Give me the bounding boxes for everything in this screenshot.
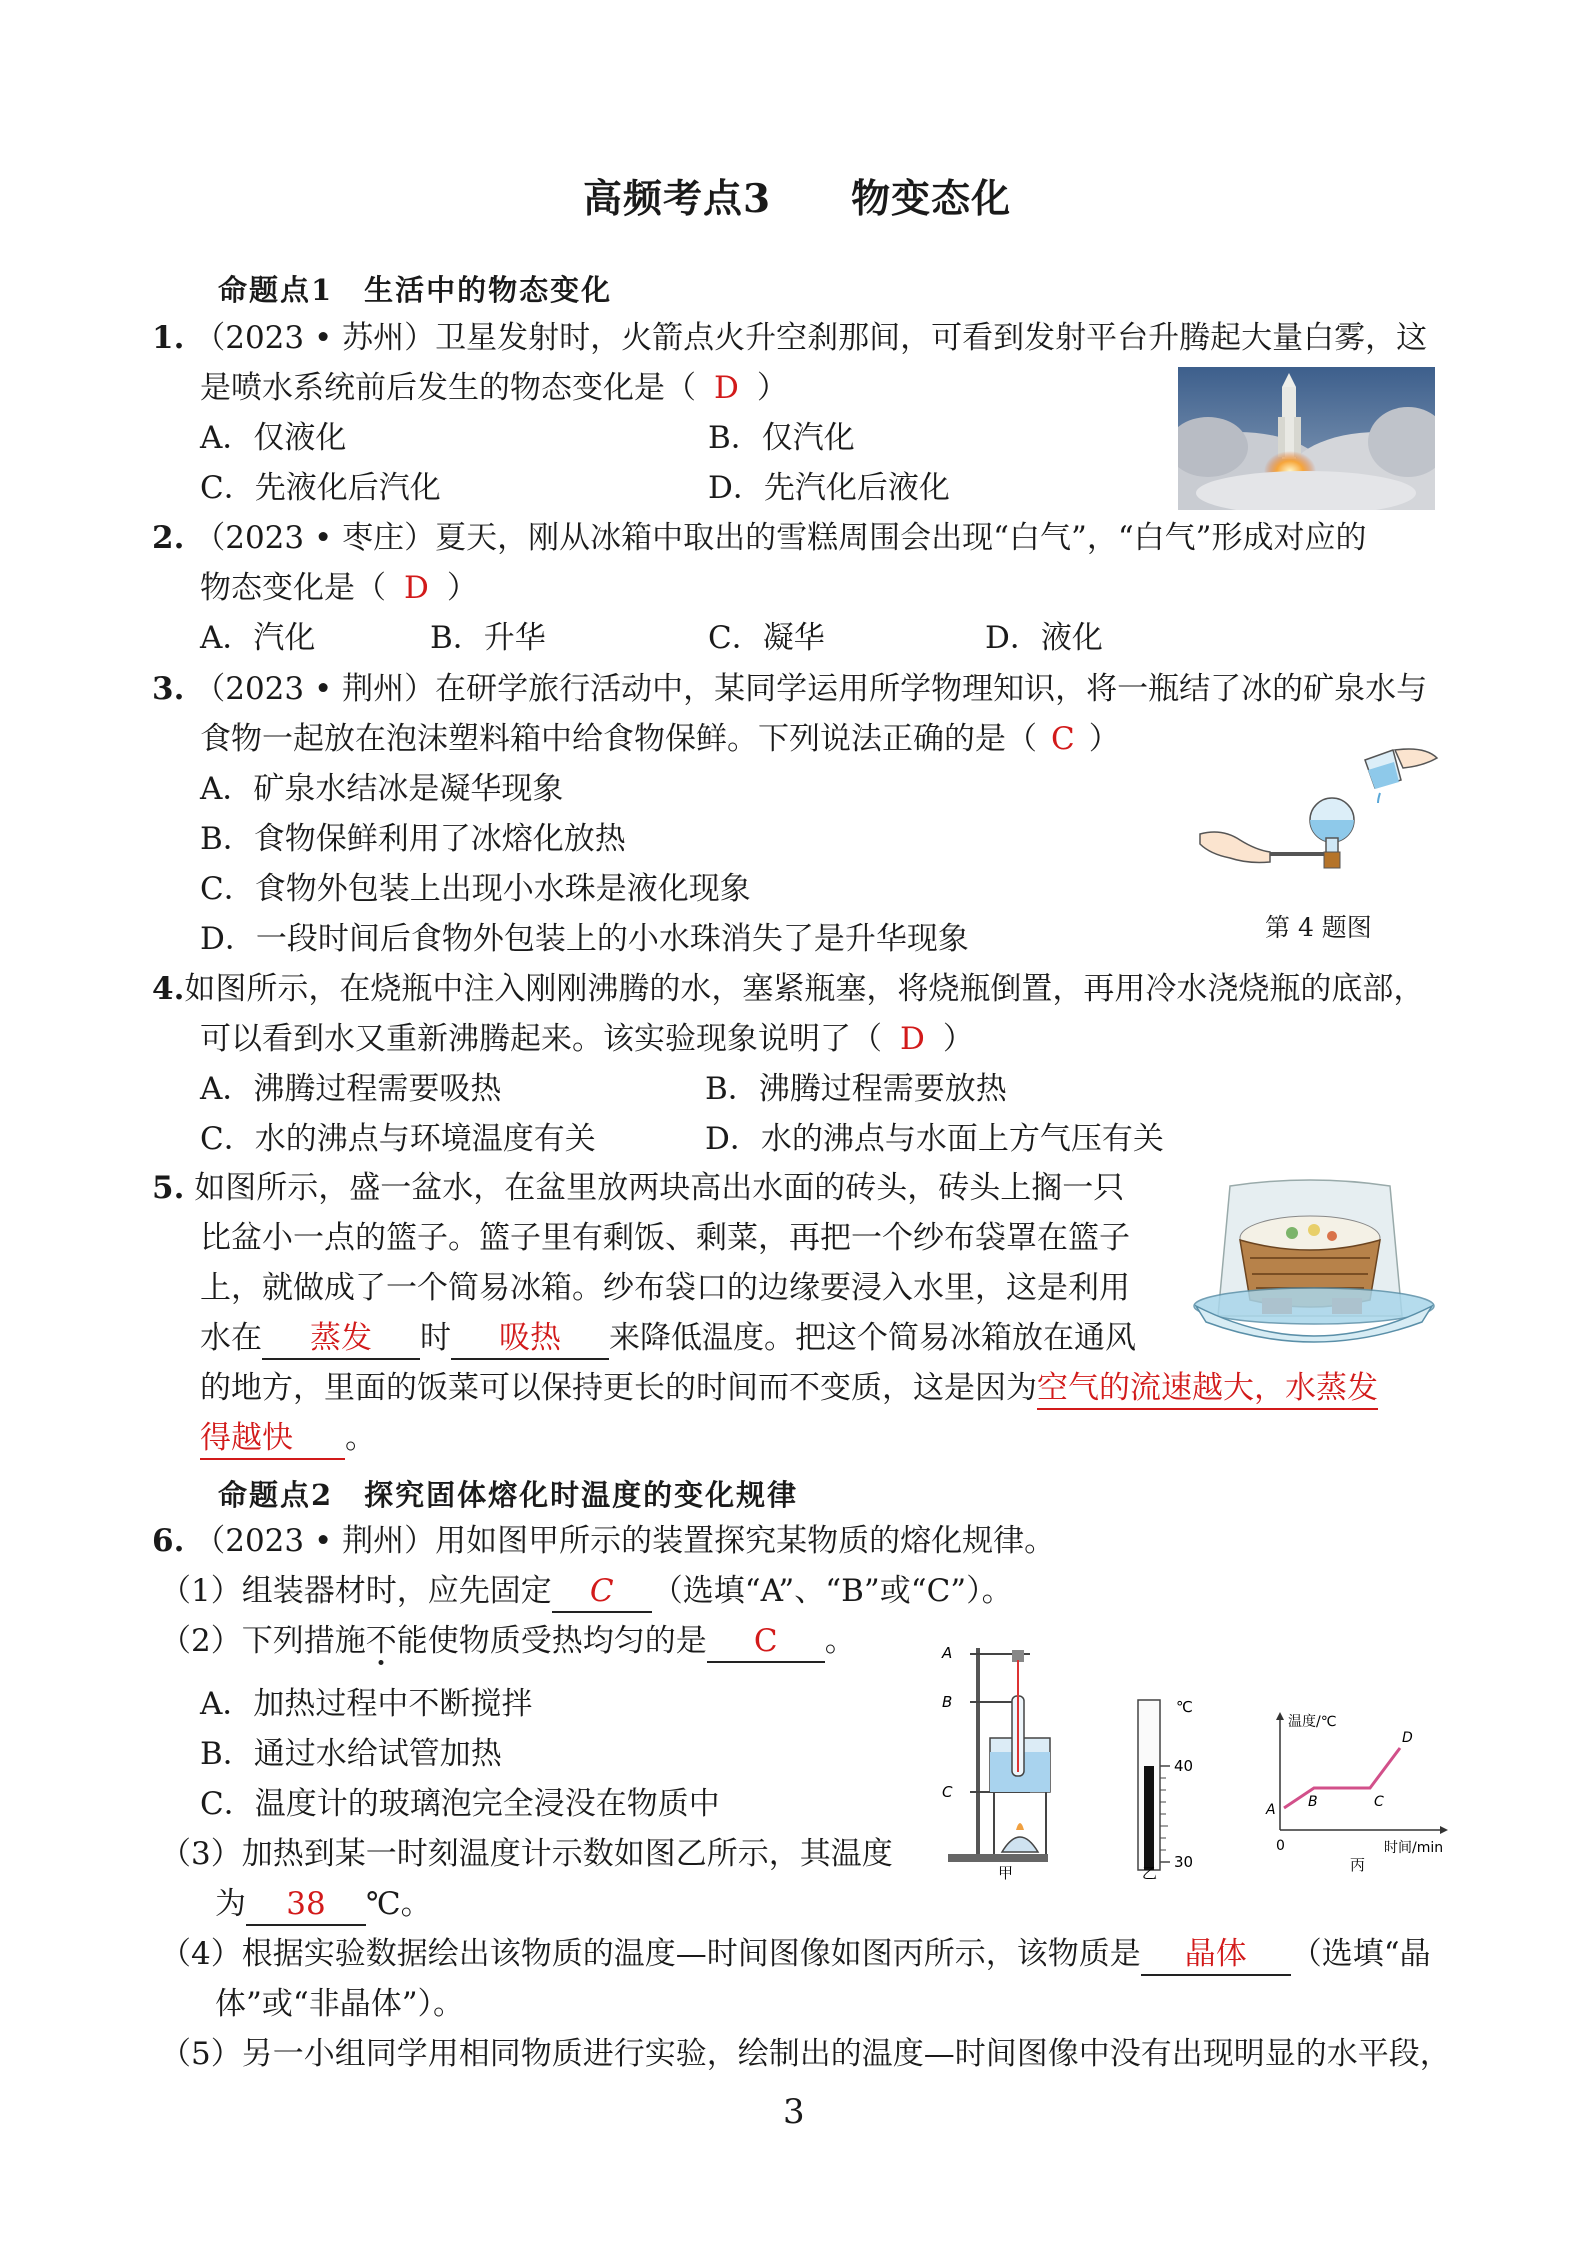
answer: D: [714, 370, 739, 406]
question-number: 6.: [152, 1523, 185, 1559]
question-text: （2023 • 荆州）用如图甲所示的装置探究某物质的熔化规律。: [194, 1523, 1056, 1559]
question-2-line-1: [152, 518, 1367, 558]
question-number: 3.: [152, 671, 185, 707]
option-b: B．仅汽化: [708, 420, 855, 456]
point-a: A: [1266, 1802, 1276, 1818]
page-title: 高频考点3 物变态化: [583, 176, 1012, 222]
question-text: （4）根据实验数据绘出该物质的温度—时间图像如图丙所示，该物质是: [160, 1936, 1141, 1972]
question-6-part-3-answer: [215, 1884, 432, 1926]
question-text: 是喷水系统前后发生的物态变化是（: [200, 370, 696, 406]
simple-fridge-illustration: [1192, 1178, 1437, 1353]
figure-label-yi: 乙: [1142, 1864, 1158, 1880]
experiment-figures: [930, 1640, 1450, 1880]
page-number: 3: [783, 2092, 805, 2132]
question-text: 时: [420, 1320, 451, 1356]
point-b: B: [1308, 1794, 1318, 1810]
option-b: B．升华: [430, 620, 546, 656]
question-text: 。: [345, 1420, 376, 1456]
section-heading: 命题点1 生活中的物态变化: [218, 273, 613, 307]
figure-label-bing: 丙: [1350, 1856, 1366, 1874]
question-5-line-5: [200, 1368, 1378, 1410]
label-c: C: [942, 1783, 953, 1801]
answer-blank: 38: [246, 1884, 366, 1926]
question-text: 水在: [200, 1320, 262, 1356]
section-heading: 命题点2 探究固体熔化时温度的变化规律: [218, 1478, 799, 1512]
question-6-line-1: [152, 1521, 1055, 1561]
answer-blank: 晶体: [1141, 1934, 1291, 1976]
question-number: 4.: [152, 971, 185, 1007]
question-number: 1.: [152, 320, 185, 356]
option-b: B．通过水给试管加热: [200, 1736, 502, 1772]
option-a: A．沸腾过程需要吸热: [200, 1071, 502, 1107]
answer-blank: C: [552, 1571, 652, 1613]
question-text: 如图所示，盛一盆水，在盆里放两块高出水面的砖头，砖头上搁一只: [194, 1170, 1125, 1206]
question-1-line-1: [152, 318, 1427, 358]
question-5-line-6: [200, 1418, 376, 1460]
option-c: C．温度计的玻璃泡完全浸没在物质中: [200, 1786, 720, 1822]
question-text: ）: [1088, 721, 1120, 757]
question-number: 2.: [152, 520, 185, 556]
question-1-line-2: [200, 368, 788, 408]
option-d: D．一段时间后食物外包装上的小水珠消失了是升华现象: [200, 921, 969, 957]
y-axis-label: 温度/℃: [1288, 1714, 1337, 1730]
option-b: B．食物保鲜利用了冰熔化放热: [200, 821, 626, 857]
question-2-line-2: [200, 568, 478, 608]
answer-blank: 得越快: [200, 1418, 345, 1460]
question-text: 可以看到水又重新沸腾起来。该实验现象说明了（: [200, 1021, 882, 1057]
option-c: C．水的沸点与环境温度有关: [200, 1121, 596, 1157]
question-6-part-2: [160, 1621, 856, 1663]
question-text: 的地方，里面的饭菜可以保持更长的时间而不变质，这是因为: [200, 1370, 1037, 1406]
x-axis-label: 时间/min: [1384, 1840, 1444, 1856]
question-text: （2023 • 荆州）在研学旅行活动中，某同学运用所学物理知识，将一瓶结了冰的矿泉水与: [194, 671, 1428, 707]
question-text: 为: [215, 1886, 246, 1922]
option-a: A．加热过程中不断搅拌: [200, 1686, 533, 1722]
question-text: 如图所示，在烧瓶中注入刚刚沸腾的水，塞紧瓶塞，将烧瓶倒置，再用冷水浇烧瓶的底部，: [184, 971, 1425, 1007]
label-b: B: [942, 1693, 953, 1711]
emphasis-text: 不: [365, 1623, 397, 1659]
question-text: （1）组装器材时，应先固定: [160, 1573, 552, 1609]
question-text: ℃。: [366, 1886, 432, 1922]
question-5-line-4: [200, 1318, 1136, 1360]
question-number: 5.: [152, 1170, 185, 1206]
figure-caption: 第 4 题图: [1265, 913, 1372, 942]
question-text: （选填“A”、“B”或“C”）。: [651, 1573, 1013, 1609]
option-d: D．先汽化后液化: [708, 470, 950, 506]
answer-blank: 空气的流速越大，水蒸发: [1037, 1368, 1378, 1410]
unit-label: ℃: [1176, 1698, 1193, 1716]
thermometer-figure: [1138, 1698, 1193, 1880]
option-d: D．水的沸点与水面上方气压有关: [705, 1121, 1164, 1157]
apparatus-figure: [941, 1644, 1050, 1880]
figure-label-jia: 甲: [998, 1864, 1014, 1880]
option-a: A．汽化: [200, 620, 316, 656]
question-text: ）: [446, 570, 478, 606]
answer: C: [1051, 721, 1075, 757]
question-text: （2）下列措施: [160, 1623, 366, 1659]
option-c: C．先液化后汽化: [200, 470, 441, 506]
answer-blank: 吸热: [451, 1318, 609, 1360]
option-a: A．矿泉水结冰是凝华现象: [200, 771, 564, 807]
question-text: （选填“晶: [1290, 1936, 1431, 1972]
question-6-part-4: [160, 1934, 1431, 1976]
question-text: 食物一起放在泡沫塑料箱中给食物保鲜。下列说法正确的是（: [200, 721, 1037, 757]
answer: D: [404, 570, 429, 606]
temperature-time-graph: [1265, 1712, 1448, 1874]
flask-illustration: [1190, 738, 1440, 888]
question-4-line-1: [152, 969, 1424, 1009]
option-c: C．食物外包装上出现小水珠是液化现象: [200, 871, 751, 907]
option-d: D．液化: [985, 620, 1103, 656]
question-5-line-3: 上，就做成了一个简易冰箱。纱布袋口的边缘要浸入水里，这是利用: [200, 1270, 1130, 1306]
question-text: 。: [824, 1623, 856, 1659]
question-6-part-3: （3）加热到某一时刻温度计示数如图乙所示，其温度: [160, 1836, 893, 1872]
question-6-part-4-cont: 体”或“非晶体”）。: [215, 1986, 465, 2022]
question-text: （2023 • 苏州）卫星发射时，火箭点火升空刹那间，可看到发射平台升腾起大量白雾，这: [194, 320, 1428, 356]
question-text: 能使物质受热均匀的是: [396, 1623, 707, 1659]
rocket-launch-image: [1178, 367, 1435, 510]
question-5-line-2: 比盆小一点的篮子。篮子里有剩饭、剩菜，再把一个纱布袋罩在篮子: [200, 1220, 1130, 1256]
question-text: 来降低温度。把这个简易冰箱放在通风: [609, 1320, 1136, 1356]
question-text: ）: [942, 1021, 974, 1057]
option-a: A．仅液化: [200, 420, 347, 456]
answer-blank: 蒸发: [262, 1318, 420, 1360]
answer: D: [900, 1021, 925, 1057]
option-b: B．沸腾过程需要放热: [705, 1071, 1007, 1107]
question-text: 物态变化是（: [200, 570, 386, 606]
question-5-line-1: [152, 1168, 1124, 1208]
question-6-part-1: [160, 1571, 1013, 1613]
tick-label-30: 30: [1174, 1853, 1194, 1871]
option-c: C．凝华: [708, 620, 825, 656]
answer-blank: C: [707, 1621, 825, 1663]
question-4-line-2: [200, 1019, 974, 1059]
point-d: D: [1402, 1730, 1413, 1746]
question-text: ）: [756, 370, 788, 406]
question-text: （2023 • 枣庄）夏天，刚从冰箱中取出的雪糕周围会出现“白气”，“白气”形成对应的: [194, 520, 1367, 556]
tick-label-40: 40: [1174, 1757, 1194, 1775]
question-3-line-2: [200, 719, 1120, 759]
question-6-part-5: （5）另一小组同学用相同物质进行实验，绘制出的温度—时间图像中没有出现明显的水平段，: [160, 2036, 1451, 2072]
point-c: C: [1374, 1794, 1384, 1810]
question-3-line-1: [152, 669, 1427, 709]
label-a: A: [942, 1644, 953, 1662]
origin-label: 0: [1276, 1838, 1285, 1854]
